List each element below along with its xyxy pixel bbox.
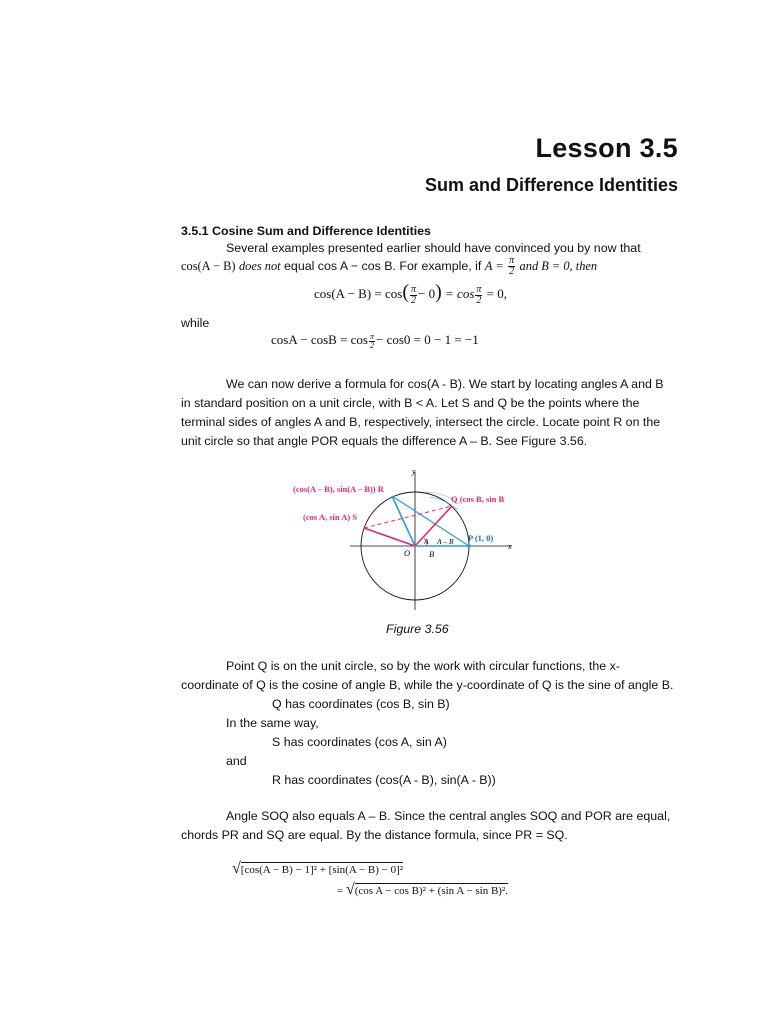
label-p: P (1, 0)	[468, 533, 494, 543]
text-equal: equal cos A − cos B	[280, 258, 393, 273]
expr-cos-a-minus-b: cos(A − B)	[181, 258, 236, 273]
distance-expr-1: [cos(A − B) − 1]² + [sin(A − B) − 0]²	[240, 864, 404, 876]
para3-line: Point Q is on the unit circle, so by the work with circular functions, the x-	[226, 659, 620, 673]
paragraph-3	[181, 657, 691, 790]
distance-expr-2: (cos A − cos B)² + (sin A − sin B)².	[354, 885, 508, 897]
label-a-minus-b: A – B	[437, 537, 454, 546]
same-way: In the same way,	[226, 716, 319, 730]
s-coordinates: S has coordinates (cos A, sin A)	[272, 735, 447, 749]
label-y: y	[412, 467, 416, 476]
distance-equation-2: = √(cos A − cos B)² + (sin A − sin B)².	[337, 881, 508, 898]
intro-line: Several examples presented earlier should have convinced you by now that	[226, 241, 641, 255]
r-coordinates: R has coordinates (cos(A - B), sin(A - B))	[272, 773, 496, 787]
label-q: Q (cos B, sin B	[451, 494, 505, 504]
label-a: A	[424, 537, 429, 546]
para4-line: Angle SOQ also equals A – B. Since the central angles SOQ and POR are equal,	[226, 809, 671, 823]
eq2-left: cosA − cosB = cos	[271, 332, 368, 347]
text-example: . For example, if	[392, 258, 485, 273]
text-while: while	[181, 316, 210, 330]
intro-line-2	[181, 256, 597, 277]
figure-caption: Figure 3.56	[386, 622, 449, 636]
equation-1: cos(A − B) = cos( $\frac{\pi}{2}$ − 0) = cos $\frac{\pi}{2}$ = 0,	[314, 281, 507, 306]
chord-sq	[364, 506, 452, 528]
label-o: O	[404, 548, 411, 558]
paragraph-2	[181, 375, 691, 451]
label-s: (cos A, sin A) S	[303, 512, 358, 522]
text-and: and	[226, 754, 247, 768]
expr-does-not: does not	[238, 258, 281, 273]
para4-line: chords PR and SQ are equal. By the distance formula, since PR = SQ.	[181, 828, 568, 842]
eq2-fraction: $\frac{\pi}{2}$	[370, 331, 375, 350]
equation-2	[271, 332, 479, 350]
lesson-subtitle: Sum and Difference Identities	[424, 175, 678, 195]
distance-eq-sign: =	[337, 885, 344, 897]
para2-line: unit circle so that angle POR equals the difference A – B. See Figure 3.56.	[181, 434, 588, 448]
point-p	[467, 544, 471, 548]
paragraph-4	[181, 807, 691, 845]
para3-line: coordinate of Q is the cosine of angle B, while the y-coordinate of Q is the sine of angle B.	[181, 678, 674, 692]
eq1-eq: = cos	[445, 286, 475, 301]
expr-a-equals: A =	[484, 258, 504, 273]
eq1-fraction-2: $\frac{\pi}{2}$	[476, 283, 482, 306]
expr-and-b-zero: and B = 0, then	[519, 258, 598, 273]
q-coordinates: Q has coordinates (cos B, sin B)	[272, 697, 450, 711]
eq1-mid: − 0	[418, 286, 436, 301]
lesson-title: Lesson 3.5	[535, 133, 678, 163]
eq1-fraction: $\frac{\pi}{2}$	[411, 283, 417, 306]
section-heading: 3.5.1 Cosine Sum and Difference Identities	[181, 224, 431, 238]
para2-line: in standard position on a unit circle, with B < A. Let S and Q be the points where the	[181, 396, 640, 410]
label-b: B	[429, 549, 435, 559]
label-r: (cos(A – B), sin(A – B)) R	[293, 484, 384, 494]
label-x: x	[508, 542, 512, 551]
para2-line: We can now derive a formula for cos(A - B). We start by locating angles A and B	[226, 377, 664, 391]
eq1-left: cos(A − B) = cos	[314, 286, 403, 301]
unit-circle-figure	[280, 462, 520, 612]
para2-line: terminal sides of angles A and B, respectively, intersect the circle. Locate point R on the	[181, 415, 661, 429]
eq1-end: = 0,	[486, 286, 507, 301]
distance-equation-1: √[cos(A − B) − 1]² + [sin(A − B) − 0]²	[232, 860, 404, 877]
fraction-pi-over-2: $\frac{\pi}{2}$	[509, 255, 515, 277]
eq2-right: − cos0 = 0 − 1 = −1	[376, 332, 479, 347]
